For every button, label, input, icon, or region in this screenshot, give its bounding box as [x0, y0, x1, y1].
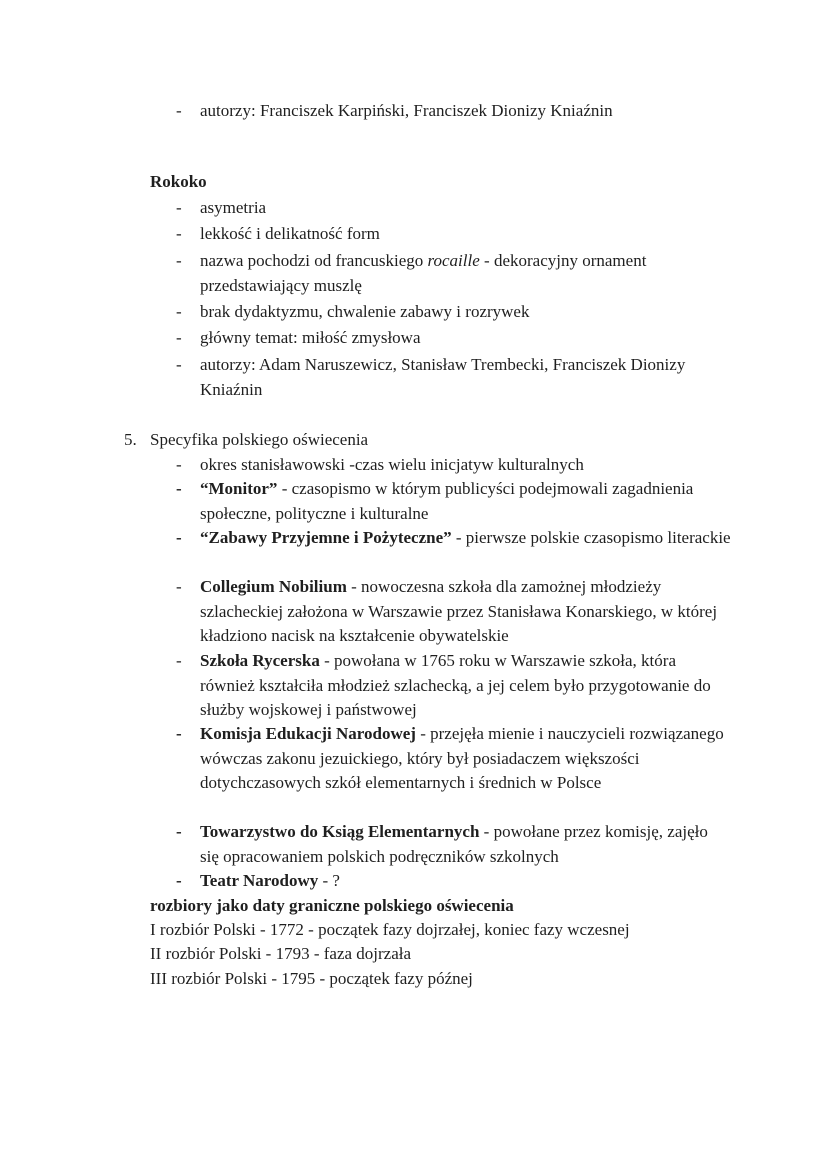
list-dash: -	[176, 355, 182, 374]
list-dash: -	[176, 871, 182, 890]
list-item: autorzy: Adam Naruszewicz, Stanisław Trembecki, Franciszek Dionizy Kniaźnin	[200, 355, 686, 399]
list-dash: -	[176, 528, 182, 547]
list-item	[200, 820, 730, 869]
item-text-part: - nowoczesna szkoła dla zamożnej młodzieży szlacheckiej założona w Warszawie przez Stanisława Konarskiego, w której kładziono nacisk na kształcenie obywatelskie	[200, 577, 718, 645]
list-item	[200, 649, 730, 723]
section-heading-rokoko: Rokoko	[150, 172, 207, 191]
section-heading-rozbiory: rozbiory jako daty graniczne polskiego oświecenia	[150, 896, 514, 915]
list-item	[200, 575, 730, 649]
list-item: główny temat: miłość zmysłowa	[200, 328, 421, 347]
list-dash: -	[176, 101, 182, 120]
item-text-part: - ?	[318, 871, 340, 890]
list-dash: -	[176, 651, 182, 670]
item-text-part: - przejęła mienie i nauczycieli rozwiązanego wówczas zakonu jezuickiego, który był posiadaczem większości dotychczasowych szkół elementarnych i średnich w Polsce	[200, 724, 724, 792]
item-text-part: - powołane przez komisję, zajęło się opracowaniem polskich podręczników szkolnych	[200, 822, 708, 866]
list-item: asymetria	[200, 198, 267, 217]
list-item: autorzy: Franciszek Karpiński, Franciszek Dionizy Kniaźnin	[200, 101, 613, 120]
list-dash: -	[176, 302, 182, 321]
list-dash: -	[176, 479, 182, 498]
list-dash: -	[176, 251, 182, 270]
list-dash: -	[176, 224, 182, 243]
list-item	[200, 526, 740, 551]
list-item	[200, 722, 730, 796]
bold-term: Szkoła Rycerska	[200, 651, 320, 670]
list-item: lekkość i delikatność form	[200, 224, 380, 243]
list-dash: -	[176, 455, 182, 474]
partition-line: III rozbiór Polski - 1795 - początek fazy późnej	[150, 969, 473, 988]
list-item	[200, 477, 700, 526]
list-dash: -	[176, 328, 182, 347]
bold-term: “Monitor”	[200, 479, 278, 498]
section-number: 5.	[124, 430, 137, 449]
list-item	[200, 249, 720, 298]
section-title: Specyfika polskiego oświecenia	[150, 430, 369, 449]
list-item: brak dydaktyzmu, chwalenie zabawy i rozrywek	[200, 302, 530, 321]
item-text-part: - czasopismo w którym publicyści podejmowali zagadnienia społeczne, polityczne i kulturalne	[200, 479, 694, 523]
list-dash: -	[176, 577, 182, 596]
partition-line: I rozbiór Polski - 1772 - początek fazy dojrzałej, koniec fazy wczesnej	[150, 920, 630, 939]
bold-term: “Zabawy Przyjemne i Pożyteczne”	[200, 528, 452, 547]
list-dash: -	[176, 822, 182, 841]
list-dash: -	[176, 198, 182, 217]
list-item: okres stanisławowski -czas wielu inicjatyw kulturalnych	[200, 455, 584, 474]
item-text-part: - pierwsze polskie czasopismo literackie	[451, 528, 731, 547]
item-text-part: - powołana w 1765 roku w Warszawie szkoła, która również kształciła młodzież szlachecką, a jej celem było przygotowanie do służby wojskowej i państwowej	[200, 651, 711, 719]
bold-term: Towarzystwo do Ksiąg Elementarnych	[200, 822, 480, 841]
list-dash: -	[176, 724, 182, 743]
italic-term: rocaille	[427, 251, 480, 270]
bold-term: Komisja Edukacji Narodowej	[200, 724, 416, 743]
list-item	[200, 869, 740, 894]
partition-line: II rozbiór Polski - 1793 - faza dojrzała	[150, 944, 412, 963]
item-text-part: nazwa pochodzi od francuskiego	[200, 251, 428, 270]
item-text-part: - dekoracyjny ornament przedstawiający muszlę	[200, 251, 647, 295]
bold-term: Collegium Nobilium	[200, 577, 347, 596]
bold-term: Teatr Narodowy	[200, 871, 319, 890]
